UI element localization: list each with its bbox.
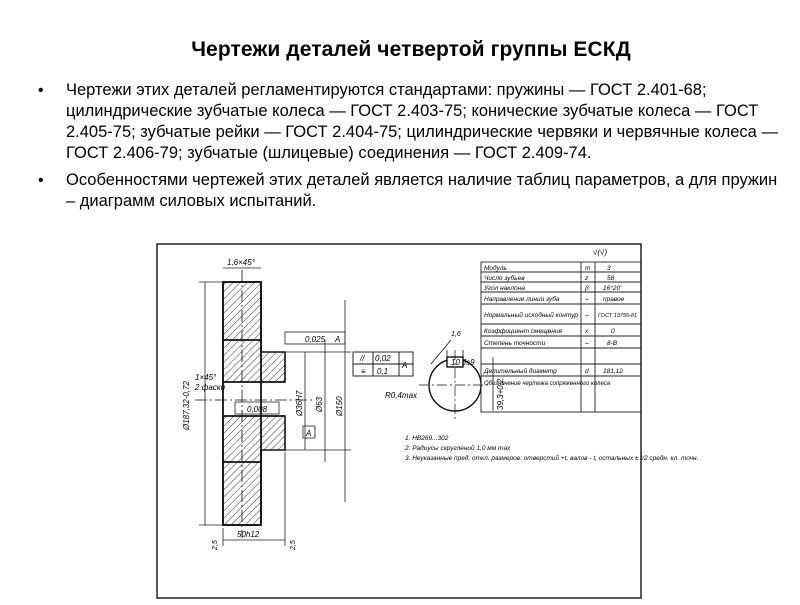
- table-row-4: [484, 295, 625, 303]
- svg-text:Обозначение чертежа сопряженно: Обозначение чертежа сопряженного колеса: [484, 381, 611, 387]
- bullet-item: [38, 80, 778, 164]
- svg-text:Степень точности: Степень точности: [484, 340, 546, 347]
- dim-chamfer-left2: 2 фаски: [195, 383, 226, 392]
- bullet-dot: •: [38, 82, 44, 99]
- dim-bore-diameter: Ø36H7: [295, 390, 304, 416]
- table-row-9: [484, 381, 611, 387]
- svg-text:правое: правое: [603, 296, 625, 303]
- svg-text:2. Радиусы скруглений 1,0 мм m: 2. Радиусы скруглений 1,0 мм max: [405, 445, 511, 452]
- table-row-3: [483, 284, 622, 292]
- svg-text:x: x: [585, 328, 589, 335]
- svg-text:1. НВ269...302: 1. НВ269...302: [405, 435, 449, 442]
- dim-width-small2: 2,5: [290, 540, 297, 550]
- svg-text:Число зубьев: Число зубьев: [484, 275, 525, 282]
- gear-drawing-svg: [155, 240, 699, 600]
- svg-text:Коэффициент смещения: Коэффициент смещения: [484, 328, 562, 335]
- dim-width: 50h12: [237, 530, 260, 539]
- dim-key-width: 10 Js9: [451, 358, 475, 367]
- dim-roughness: 1,6: [451, 331, 461, 338]
- dim-radius: R0,4max: [385, 391, 418, 400]
- svg-text:z: z: [585, 275, 589, 282]
- svg-text:181,12: 181,12: [603, 368, 623, 375]
- slide-title: Чертежи деталей четвертой группы ЕСКД: [191, 38, 631, 61]
- svg-text:3. Неуказанные пред. откл. раз: 3. Неуказанные пред. откл. размеров: отверстий +t, валов - t, остальных ± t/2 средн. кл. точн.: [405, 455, 699, 462]
- bullet-text: Чертежи этих деталей регламентируются стандартами: пружины — ГОСТ 2.401-68; цилиндрические зубчатые колеса — ГОСТ 2.403-75; конические зубчатые колеса — ГОСТ 2.405-75; зубчатые рейки — ГОСТ 2.404-75; цилиндрические червяки и червячные колеса — ГОСТ 2.406-79; зубчатые (шлицевые) соединения — ГОСТ 2.409-74.: [66, 81, 778, 162]
- svg-text:Нормальный исходный контур: Нормальный исходный контур: [484, 312, 578, 319]
- gear-drawing: [155, 240, 699, 600]
- svg-text:Угол наклона: Угол наклона: [484, 285, 525, 292]
- svg-text:ГОСТ 13755-81: ГОСТ 13755-81: [598, 313, 638, 319]
- technical-notes: [404, 435, 699, 462]
- svg-text:16°20': 16°20': [603, 285, 622, 292]
- bullet-item: [38, 170, 778, 212]
- dim-runout-ref: A: [335, 335, 341, 344]
- bullet-list: [38, 80, 778, 218]
- dim-hub-diameter: Ø63: [315, 396, 324, 412]
- dim-symmetry-ref: A: [402, 361, 408, 370]
- dim-outer-diameter: Ø187,32-0,72: [182, 381, 191, 430]
- rough-general: √(√): [593, 248, 608, 257]
- table-row-1: [484, 264, 611, 272]
- svg-text:Делительный диаметр: Делительный диаметр: [484, 368, 557, 375]
- dim-symmetry-tol: 0,1: [377, 367, 389, 376]
- table-row-7: [484, 340, 618, 347]
- dim-face-tol: 0,008: [247, 405, 268, 414]
- svg-text:Направление линии зуба: Направление линии зуба: [484, 296, 560, 303]
- svg-text:–: –: [585, 296, 589, 303]
- bullet-text: Особенностями чертежей этих деталей является наличие таблиц параметров, а для пружин – диаграмм силовых испытаний.: [66, 171, 778, 210]
- svg-text:3: 3: [607, 265, 611, 272]
- svg-text:58: 58: [607, 275, 615, 282]
- bullet-dot: •: [38, 172, 44, 189]
- dim-parallel-sym: //: [360, 354, 365, 363]
- dim-symmetry-sym: ≡: [361, 367, 366, 376]
- svg-text:d: d: [585, 368, 589, 375]
- dim-chamfer-top: 1,6×45°: [227, 258, 255, 267]
- dim-disc-diameter: Ø150: [335, 396, 344, 416]
- dim-width-small: 2,5: [212, 540, 219, 550]
- dim-key-height: 39,3+0,2: [496, 378, 505, 410]
- dim-datum: A: [306, 429, 312, 438]
- svg-text:0: 0: [611, 328, 615, 335]
- table-row-5: [484, 311, 637, 319]
- svg-text:m: m: [585, 265, 591, 272]
- svg-text:Модуль: Модуль: [484, 265, 507, 272]
- gear-dimensions: [199, 268, 351, 546]
- svg-text:β: β: [585, 285, 589, 292]
- dim-parallel-tol: 0,02: [375, 354, 391, 363]
- svg-text:8-В: 8-В: [607, 340, 618, 347]
- svg-text:–: –: [585, 340, 589, 347]
- key-section: [353, 340, 493, 420]
- svg-text:–: –: [585, 312, 589, 319]
- dim-runout-tol: 0,025: [305, 335, 326, 344]
- table-row-8: [483, 367, 623, 375]
- dim-chamfer-left: 1×45°: [195, 373, 217, 382]
